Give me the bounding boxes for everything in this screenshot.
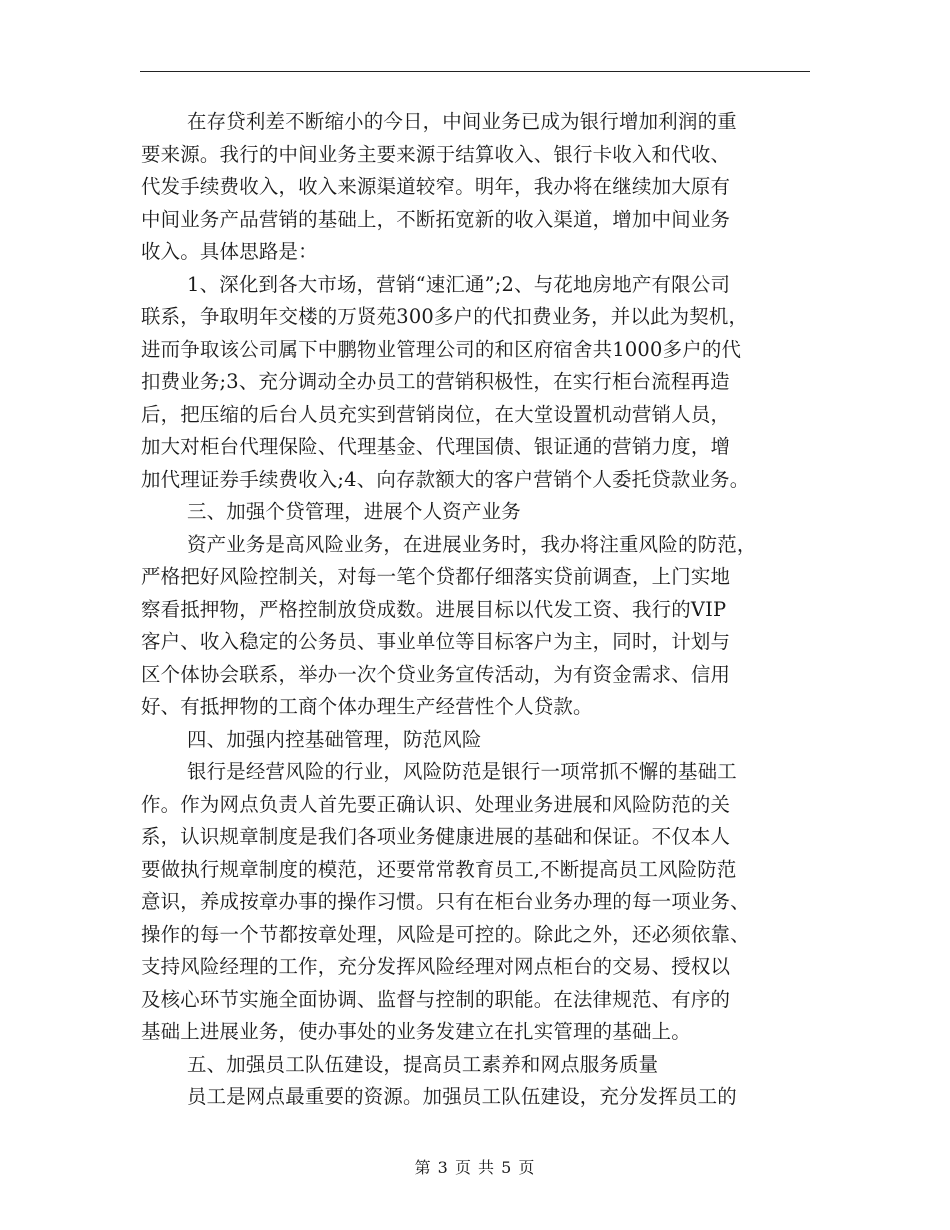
text-line: 资产业务是高风险业务，在进展业务时，我办将注重风险的防范， (187, 532, 757, 556)
text-line: 加大对柜台代理保险、代理基金、代理国债、银证通的营销力度，增 (141, 435, 731, 458)
text-line: 四、加强内控基础管理，防范风险 (187, 727, 482, 751)
text-line: 操作的每一个节都按章处理，风险是可控的。除此之外，还必须依靠、 (141, 922, 750, 946)
text-line: 严格把好风险控制关，对每一笔个贷都仔细落实贷前调查，上门实地 (141, 565, 731, 588)
text-line: 好、有抵押物的工商个体办理生产经营性个人贷款。 (141, 695, 593, 718)
text-line: 区个体协会联系，举办一次个贷业务宣传活动，为有资金需求、信用 (141, 662, 731, 686)
page-number: 第 3 页 共 5 页 (414, 1158, 536, 1177)
text-line: 代发手续费收入，收入来源渠道较窄。明年，我办将在继续加大原有 (141, 175, 731, 198)
text-line: 五、加强员工队伍建设，提高员工素养和网点服务质量 (187, 1052, 659, 1076)
page-footer (0, 1155, 950, 1178)
text-line: 基础上进展业务，使办事处的业务发建立在扎实管理的基础上。 (141, 1020, 691, 1043)
text-line: 意识，养成按章办事的操作习惯。只有在柜台业务办理的每一项业务、 (141, 890, 750, 913)
text-line: 在存贷利差不断缩小的今日，中间业务已成为银行增加利润的重 (187, 110, 737, 133)
text-line: 后，把压缩的后台人员充实到营销岗位，在大堂设置机动营销人员， (141, 402, 731, 426)
text-line: 中间业务产品营销的基础上，不断拓宽新的收入渠道，增加中间业务 (141, 207, 731, 231)
text-line: 三、加强个贷管理，进展个人资产业务 (187, 500, 521, 523)
text-line: 要来源。我行的中间业务主要来源于结算收入、银行卡收入和代收、 (141, 142, 731, 166)
text-line: 银行是经营风险的行业，风险防范是银行一项常抓不懈的基础工 (187, 760, 737, 783)
text-line: 及核心环节实施全面协调、监督与控制的职能。在法律规范、有序的 (141, 987, 731, 1011)
text-line: 客户、收入稳定的公务员、事业单位等目标客户为主，同时，计划与 (141, 630, 731, 653)
text-line: 员工是网点最重要的资源。加强员工队伍建设，充分发挥员工的 (187, 1085, 737, 1108)
text-line: 系，认识规章制度是我们各项业务健康进展的基础和保证。不仅本人 (141, 825, 731, 848)
text-line: 加代理证券手续费收入;4、向存款额大的客户营销个人委托贷款业务。 (141, 467, 750, 491)
text-line: 1、深化到各大市场，营销“速汇通”;2、与花地房地产有限公司 (187, 272, 731, 296)
text-line: 进而争取该公司属下中鹏物业管理公司的和区府宿舍共1000多户的代 (141, 337, 742, 361)
text-line: 支持风险经理的工作，充分发挥风险经理对网点柜台的交易、授权以 (141, 955, 731, 978)
document-body (141, 106, 813, 1114)
text-line: 扣费业务;3、充分调动全办员工的营销积极性，在实行柜台流程再造 (141, 370, 730, 393)
text-line: 要做执行规章制度的模范，还要常常教育员工,不断提高员工风险防范 (141, 857, 737, 881)
text-line: 收入。具体思路是： (141, 240, 318, 263)
text-line: 联系，争取明年交楼的万贤苑300多户的代扣费业务，并以此为契机， (141, 305, 749, 328)
header-rule (140, 71, 810, 72)
text-line: 察看抵押物，严格控制放贷成数。进展目标以代发工资、我行的VIP (141, 597, 727, 621)
text-line: 作。作为网点负责人首先要正确认识、处理业务进展和风险防范的关 (141, 792, 731, 816)
